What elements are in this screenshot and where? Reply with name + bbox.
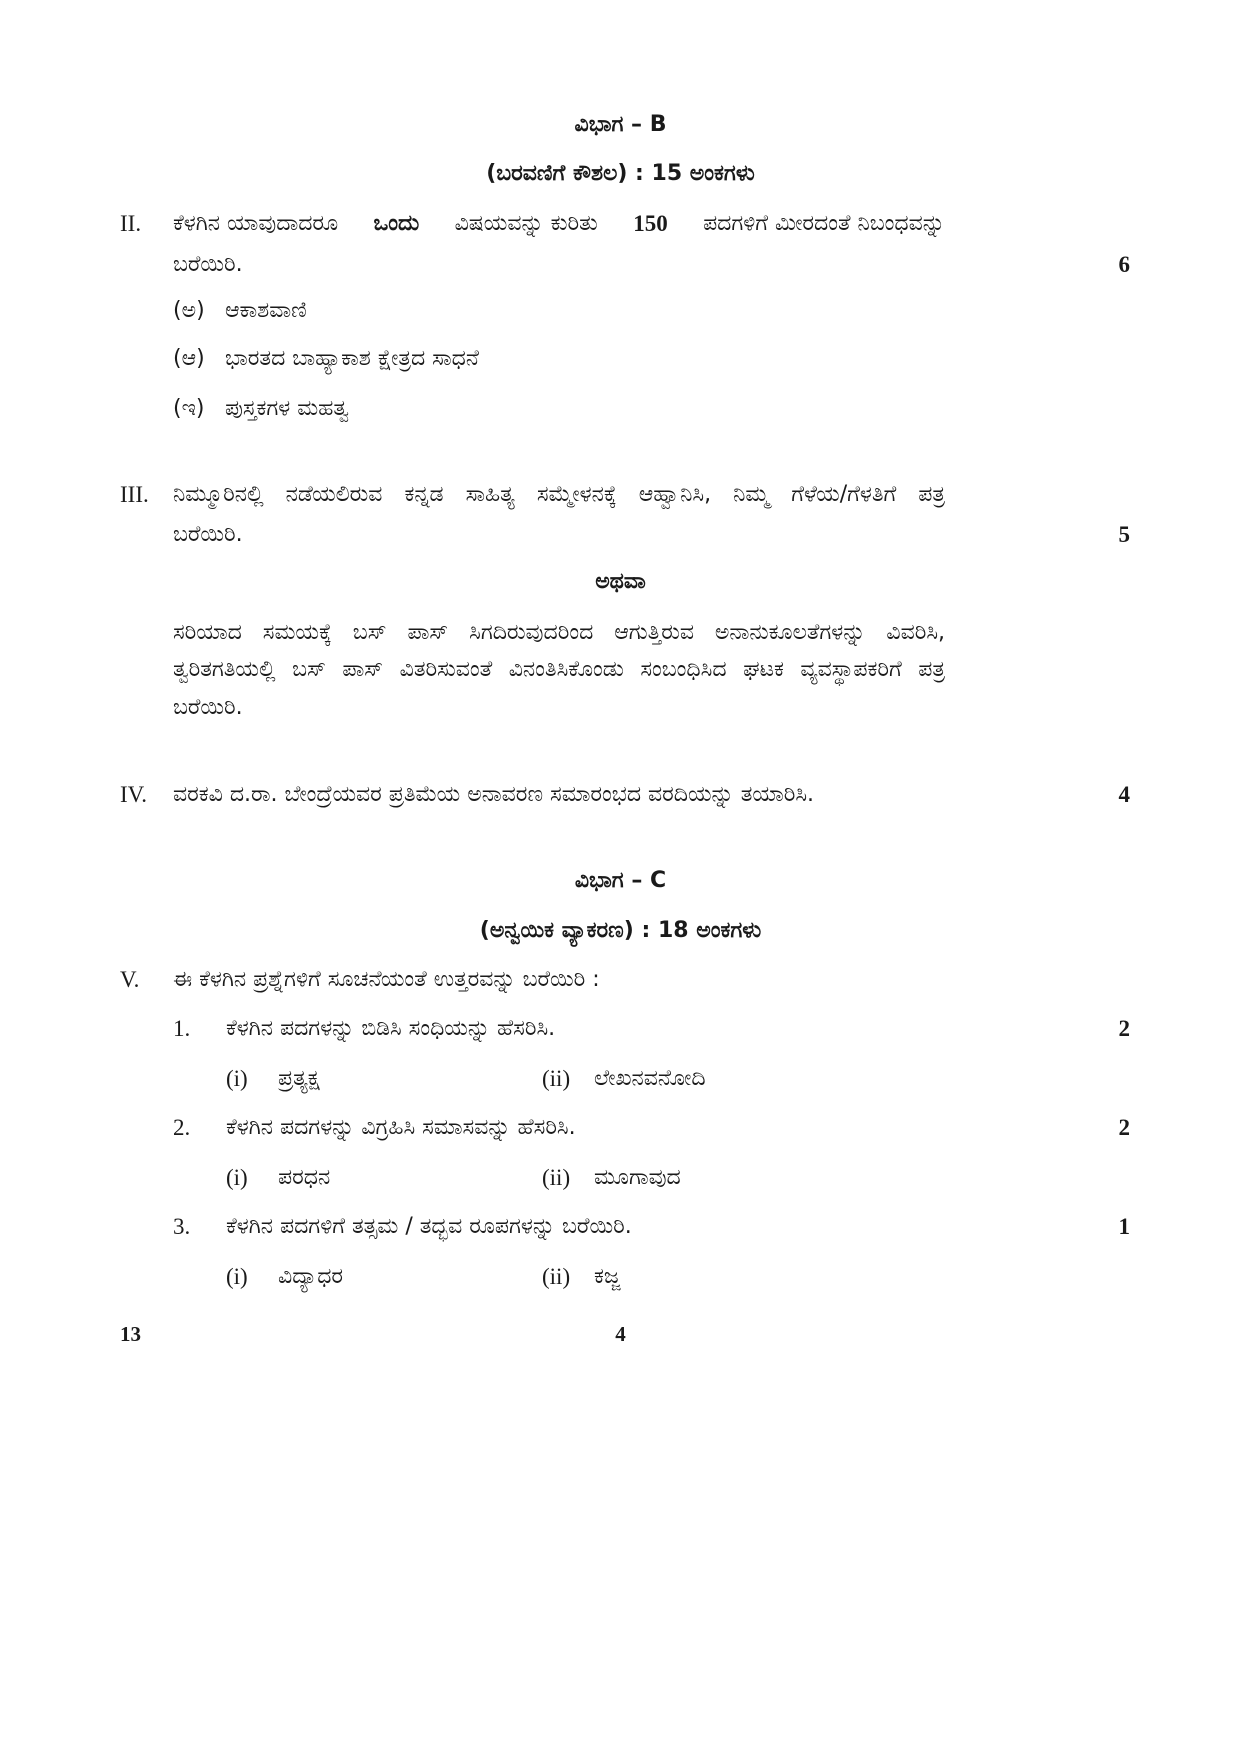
item-label: (i) (226, 1165, 248, 1190)
option-label: (ಅ) (173, 298, 205, 323)
question-text-part: ವಿಷಯವನ್ನು ಕುರಿತು (454, 211, 598, 236)
item-word: ಪ್ರತ್ಯಕ್ಷ (278, 1066, 320, 1091)
sub-question-text: ಕೆಳಗಿನ ಪದಗಳಿಗೆ ತತ್ಸಮ / ತದ್ಭವ ರೂಪಗಳನ್ನು ಬರೆಯಿರಿ. (226, 1214, 632, 1239)
section-c-subtitle: (ಅನ್ವಯಿಕ ವ್ಯಾಕರಣ) : 18 ಅಂಕಗಳು (479, 918, 762, 943)
sub-question-number: 1. (173, 1016, 191, 1041)
question-text (173, 211, 945, 237)
or-label: ಅಥವಾ (595, 569, 646, 594)
sub-question-number: 2. (173, 1115, 191, 1140)
option-text: ಆಕಾಶವಾಣಿ (225, 298, 307, 323)
question-text-continued: ಬರೆಯಿರಿ. (173, 522, 243, 547)
question-text: ವರಕವಿ ದ.ರಾ. ಬೇಂದ್ರೆಯವರ ಪ್ರತಿಮೆಯ ಅನಾವರಣ ಸಮಾರಂಭದ ವರದಿಯನ್ನು ತಯಾರಿಸಿ. (173, 782, 815, 807)
paper-code: 13 (120, 1322, 141, 1346)
alternative-text: ಸರಿಯಾದ ಸಮಯಕ್ಕೆ ಬಸ್ ಪಾಸ್ ಸಿಗದಿರುವುದರಿಂದ ಆಗುತ್ತಿರುವ ಅನಾನುಕೂಲತೆಗಳನ್ನು ವಿವರಿಸಿ, (173, 620, 945, 645)
question-text: ನಿಮ್ಮೂರಿನಲ್ಲಿ ನಡೆಯಲಿರುವ ಕನ್ನಡ ಸಾಹಿತ್ಯ ಸಮ್ಮೇಳನಕ್ಕೆ ಆಹ್ವಾನಿಸಿ, ನಿಮ್ಮ ಗೆಳೆಯ/ಗೆಳತಿಗೆ ಪತ್ರ (173, 482, 945, 507)
word-limit: 150 (633, 211, 668, 236)
item-label: (i) (226, 1066, 248, 1091)
marks: 5 (1118, 522, 1130, 547)
marks: 1 (1118, 1214, 1130, 1239)
question-number: II. (120, 211, 142, 236)
item-word: ಕಜ್ಜ (594, 1264, 621, 1289)
question-number: III. (120, 482, 149, 507)
marks: 4 (1118, 782, 1130, 807)
item-label: (ii) (542, 1066, 571, 1091)
section-b-title: ವಿಭಾಗ – B (574, 112, 667, 137)
item-word: ಮೂಗಾವುದ (594, 1165, 681, 1190)
sub-question-number: 3. (173, 1214, 191, 1239)
question-text: ಈ ಕೆಳಗಿನ ಪ್ರಶ್ನೆಗಳಿಗೆ ಸೂಚನೆಯಂತೆ ಉತ್ತರವನ್ನು ಬರೆಯಿರಿ : (173, 967, 600, 992)
question-text-continued: ಬರೆಯಿರಿ. (173, 252, 243, 277)
option-label: (ಆ) (173, 346, 205, 371)
alternative-text: ತ್ವರಿತಗತಿಯಲ್ಲಿ ಬಸ್ ಪಾಸ್ ವಿತರಿಸುವಂತೆ ವಿನಂತಿಸಿಕೊಂಡು ಸಂಬಂಧಿಸಿದ ಘಟಕ ವ್ಯವಸ್ಥಾಪಕರಿಗೆ ಪತ್ರ (173, 657, 945, 682)
question-number: V. (120, 967, 140, 992)
question-text-part: ಪದಗಳಿಗೆ ಮೀರದಂತೆ ನಿಬಂಧವನ್ನು (703, 211, 945, 236)
marks: 6 (1118, 252, 1130, 277)
question-text-part: ಕೆಳಗಿನ ಯಾವುದಾದರೂ (173, 211, 339, 236)
item-word: ವಿದ್ಯಾಧರ (278, 1264, 344, 1289)
sub-question-text: ಕೆಳಗಿನ ಪದಗಳನ್ನು ವಿಗ್ರಹಿಸಿ ಸಮಾಸವನ್ನು ಹೆಸರಿಸಿ. (226, 1115, 576, 1140)
item-word: ಲೇಖನವನೋದಿ (594, 1066, 706, 1091)
item-label: (i) (226, 1264, 248, 1289)
option-text: ಪುಸ್ತಕಗಳ ಮಹತ್ವ (225, 396, 349, 421)
item-word: ಪರಧನ (278, 1165, 331, 1190)
marks: 2 (1118, 1115, 1130, 1140)
sub-question-text: ಕೆಳಗಿನ ಪದಗಳನ್ನು ಬಿಡಿಸಿ ಸಂಧಿಯನ್ನು ಹೆಸರಿಸಿ. (226, 1016, 556, 1041)
section-c-title: ವಿಭಾಗ – C (574, 868, 667, 893)
item-label: (ii) (542, 1264, 571, 1289)
question-text-emphasis: ಒಂದು (373, 211, 420, 236)
section-b-subtitle: (ಬರವಣಿಗೆ ಕೌಶಲ) : 15 ಅಂಕಗಳು (486, 161, 755, 186)
marks: 2 (1118, 1016, 1130, 1041)
item-label: (ii) (542, 1165, 571, 1190)
option-text: ಭಾರತದ ಬಾಹ್ಯಾಕಾಶ ಕ್ಷೇತ್ರದ ಸಾಧನೆ (225, 346, 479, 371)
alternative-text: ಬರೆಯಿರಿ. (173, 695, 243, 720)
question-number: IV. (120, 782, 148, 807)
option-label: (ಇ) (173, 396, 205, 421)
page-number: 4 (615, 1322, 626, 1346)
